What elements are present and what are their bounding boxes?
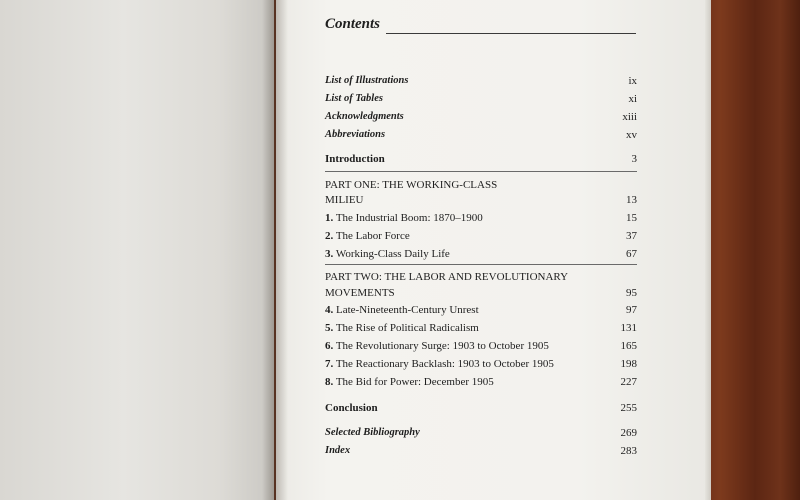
toc-entry-page: 3 — [631, 153, 637, 165]
toc-part-one-heading-cont — [325, 192, 637, 208]
section-divider — [325, 171, 637, 172]
toc-chapter-4 — [325, 302, 637, 318]
part-heading-line: PART TWO: THE LABOR AND REVOLUTIONARY — [325, 271, 569, 283]
toc-entry-page: xiii — [622, 111, 637, 123]
chapter-title: The Labor Force — [335, 230, 410, 242]
toc-part-two-heading — [325, 269, 637, 285]
toc-entry-page: ix — [628, 75, 637, 87]
toc-chapter-5 — [325, 320, 637, 336]
title-rule — [386, 33, 636, 34]
toc-entry-page: 283 — [620, 445, 637, 457]
toc-part-two-heading-cont — [325, 285, 637, 301]
toc-entry-label: Index — [325, 445, 351, 456]
toc-entry-page: 37 — [626, 230, 637, 242]
toc-entry-label: Selected Bibliography — [325, 427, 420, 438]
chapter-number: 2. — [325, 230, 334, 242]
toc-entry-label: Introduction — [325, 153, 385, 165]
toc-entry-acknowledgments — [325, 109, 637, 125]
toc-entry-page: xi — [628, 93, 637, 105]
part-heading-line: MILIEU — [325, 194, 364, 206]
toc-chapter-2 — [325, 228, 637, 244]
left-blank-page — [0, 0, 274, 500]
toc-entry-label: List of Tables — [325, 93, 383, 104]
toc-entry-page: 15 — [626, 212, 637, 224]
chapter-number: 1. — [325, 212, 334, 224]
toc-entry-page: 97 — [626, 304, 637, 316]
toc-entry-index — [325, 443, 637, 459]
toc-chapter-6 — [325, 338, 637, 354]
chapter-title: Working-Class Daily Life — [335, 248, 450, 260]
toc-entry-page: 227 — [620, 376, 637, 388]
part-heading-line: PART ONE: THE WORKING-CLASS — [325, 179, 498, 191]
toc-entry-label: Conclusion — [325, 402, 378, 414]
part-heading-line: MOVEMENTS — [325, 287, 395, 299]
chapter-number: 7. — [325, 358, 334, 370]
toc-part-one-heading — [325, 177, 637, 193]
chapter-number: 3. — [325, 248, 334, 260]
toc-entry-bibliography — [325, 425, 637, 441]
toc-chapter-3 — [325, 246, 637, 262]
toc-entry-page: 95 — [626, 287, 637, 299]
wooden-table-background — [700, 0, 800, 500]
toc-entry-page: 269 — [620, 427, 637, 439]
chapter-number: 8. — [325, 376, 334, 388]
toc-entry-illustrations — [325, 73, 637, 89]
chapter-number: 5. — [325, 322, 334, 334]
toc-entry-page: xv — [626, 129, 637, 141]
chapter-title: The Revolutionary Surge: 1903 to October 1905 — [335, 340, 549, 352]
toc-entry-tables — [325, 91, 637, 107]
toc-entry-page: 131 — [620, 322, 637, 334]
toc-entry-page: 165 — [620, 340, 637, 352]
chapter-title: The Bid for Power: December 1905 — [335, 376, 494, 388]
toc-entry-label: List of Illustrations — [325, 75, 409, 86]
toc-entry-page: 198 — [620, 358, 637, 370]
chapter-title: Late-Nineteenth-Century Unrest — [336, 304, 479, 316]
chapter-number: 4. — [325, 304, 334, 316]
chapter-title: The Reactionary Backlash: 1903 to October 1905 — [335, 358, 554, 370]
toc-chapter-7 — [325, 356, 637, 372]
toc-entry-abbreviations — [325, 127, 637, 143]
toc-entry-introduction — [325, 151, 637, 167]
toc-chapter-1 — [325, 210, 637, 226]
chapter-title: The Industrial Boom: 1870–1900 — [335, 212, 483, 224]
toc-entry-page: 255 — [620, 402, 637, 414]
toc-entry-page: 67 — [626, 248, 637, 260]
toc-entry-page: 13 — [626, 194, 637, 206]
book-gutter-shadow — [262, 0, 288, 500]
page-title: Contents — [325, 16, 381, 32]
page-edge — [705, 0, 711, 500]
toc-chapter-8 — [325, 374, 637, 390]
chapter-number: 6. — [325, 340, 334, 352]
chapter-title: The Rise of Political Radicalism — [335, 322, 479, 334]
section-divider — [325, 264, 637, 265]
toc-entry-label: Abbreviations — [325, 129, 386, 140]
toc-entry-conclusion — [325, 400, 637, 416]
toc-entry-label: Acknowledgments — [325, 111, 404, 122]
